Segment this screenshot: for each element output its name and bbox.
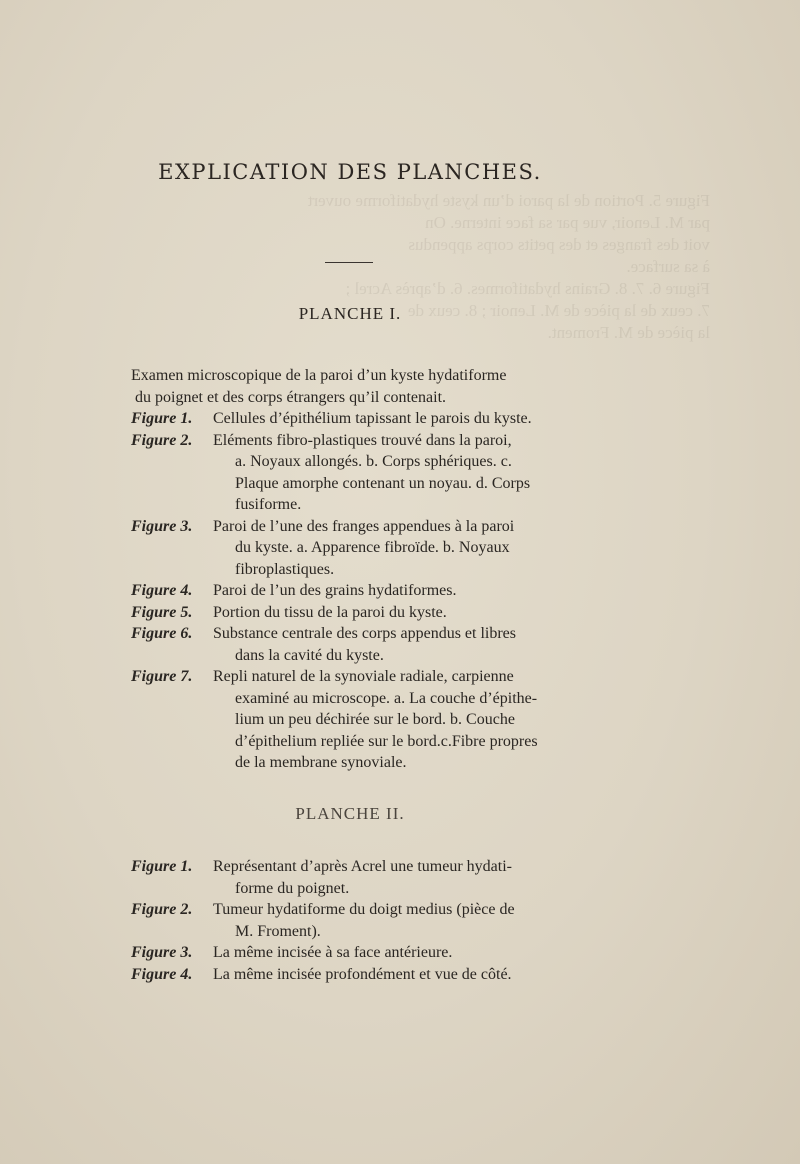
planche-1-figure-list <box>131 408 581 774</box>
figure-number: 6. <box>180 625 193 642</box>
figure-label <box>131 856 213 878</box>
description-line: Portion du tissu de la paroi du kyste. <box>213 603 447 621</box>
intro-line: du poignet et des corps étrangers qu’il contenait. <box>135 388 447 406</box>
figure-description <box>213 602 573 624</box>
description-line: Paroi de l’une des franges appendues à la paroi <box>213 517 515 535</box>
description-line: lium un peu déchirée sur le bord. b. Couche <box>235 711 515 728</box>
figure-entry <box>131 430 581 516</box>
figure-word: Figure <box>131 944 177 961</box>
description-line: Tumeur hydatiforme du doigt medius (pièce de <box>213 901 515 918</box>
description-line: Paroi de l’un des grains hydatiformes. <box>213 582 457 599</box>
description-line: La même incisée à sa face antérieure. <box>213 944 453 961</box>
figure-word: Figure <box>131 410 177 427</box>
figure-label <box>131 602 213 624</box>
figure-number: 2. <box>180 901 193 918</box>
figure-number: 4. <box>180 582 193 599</box>
figure-entry <box>131 964 581 986</box>
title-rule <box>325 262 373 263</box>
figure-number: 3. <box>180 944 193 961</box>
figure-entry <box>131 623 581 666</box>
figure-word: Figure <box>131 603 177 621</box>
figure-word: Figure <box>131 582 177 599</box>
figure-number: 2. <box>180 431 193 449</box>
figure-word: Figure <box>131 668 177 685</box>
figure-word: Figure <box>131 625 177 642</box>
figure-label <box>131 899 213 921</box>
figure-entry <box>131 666 581 774</box>
figure-entry <box>131 942 581 964</box>
description-line: dans la cavité du kyste. <box>235 646 384 664</box>
figure-description <box>213 964 573 986</box>
figure-word: Figure <box>131 965 177 983</box>
figure-number: 5. <box>180 603 193 621</box>
planche-2-heading: PLANCHE II. <box>295 804 405 823</box>
figure-entry <box>131 580 581 602</box>
description-line: forme du poignet. <box>235 879 350 897</box>
description-line: de la membrane synoviale. <box>235 754 407 771</box>
figure-label <box>131 580 213 602</box>
figure-number: 1. <box>180 410 193 427</box>
description-line: examiné au microscope. a. La couche d’épithe- <box>235 689 538 707</box>
figure-description <box>213 580 573 602</box>
description-line: La même incisée profondément et vue de côté. <box>213 965 512 983</box>
figure-label <box>131 516 213 538</box>
figure-description <box>213 408 573 430</box>
figure-number: 3. <box>180 517 193 535</box>
planche-1-intro <box>131 365 571 408</box>
description-line: d’épithelium repliée sur le bord.c.Fibre propres <box>235 732 538 750</box>
figure-label <box>131 408 213 430</box>
description-line: Repli naturel de la synoviale radiale, carpienne <box>213 668 514 685</box>
description-line: fibroplastiques. <box>235 560 335 578</box>
description-line: a. Noyaux allongés. b. Corps sphériques. c. <box>235 453 512 470</box>
figure-word: Figure <box>131 431 177 449</box>
description-line: fusiforme. <box>235 496 302 513</box>
description-line: Cellules d’épithélium tapissant le parois du kyste. <box>213 410 532 427</box>
figure-description <box>213 899 573 942</box>
figure-word: Figure <box>131 901 177 918</box>
planche-1-heading: PLANCHE I. <box>298 304 402 323</box>
figure-description <box>213 516 573 581</box>
figure-entry <box>131 516 581 581</box>
description-line: Substance centrale des corps appendus et libres <box>213 625 517 642</box>
figure-description <box>213 856 573 899</box>
planche-2-figure-list <box>131 856 581 985</box>
figure-word: Figure <box>131 858 177 875</box>
figure-description <box>213 623 573 666</box>
figure-entry <box>131 408 581 430</box>
description-line: Eléments fibro-plastiques trouvé dans la paroi, <box>213 431 512 449</box>
figure-entry <box>131 899 581 942</box>
figure-label <box>131 964 213 986</box>
figure-number: 4. <box>180 965 193 983</box>
intro-line: Examen microscopique de la paroi d’un kyste hydatiforme <box>131 367 507 384</box>
figure-description <box>213 430 573 516</box>
figure-word: Figure <box>131 517 177 535</box>
figure-label <box>131 942 213 964</box>
show-through-texture: Figure 5. Portion de la paroi d’un kyste hydatiforme ouvert par M. Lenoir, vue par sa face interne. On voit des franges et des petits corps appendus à sa surface. Figure 6. 7. 8. Grains hydatiformes. 6. d’après Acrel ; 7. ceux de la pièce de M. Lenoir ; 8. ceux de la pièce de M. Froment. <box>307 191 710 342</box>
figure-number: 1. <box>180 858 193 875</box>
page-title: EXPLICATION DES PLANCHES. <box>158 160 542 184</box>
figure-number: 7. <box>180 668 193 685</box>
description-line: Plaque amorphe contenant un noyau. d. Corps <box>235 474 531 492</box>
figure-label <box>131 623 213 645</box>
figure-entry <box>131 602 581 624</box>
figure-description <box>213 942 573 964</box>
description-line: M. Froment). <box>235 922 321 940</box>
figure-label <box>131 430 213 452</box>
description-line: du kyste. a. Apparence fibroïde. b. Noyaux <box>235 539 510 556</box>
figure-label <box>131 666 213 688</box>
figure-description <box>213 666 573 774</box>
figure-entry <box>131 856 581 899</box>
description-line: Représentant d’après Acrel une tumeur hydati- <box>213 858 512 875</box>
